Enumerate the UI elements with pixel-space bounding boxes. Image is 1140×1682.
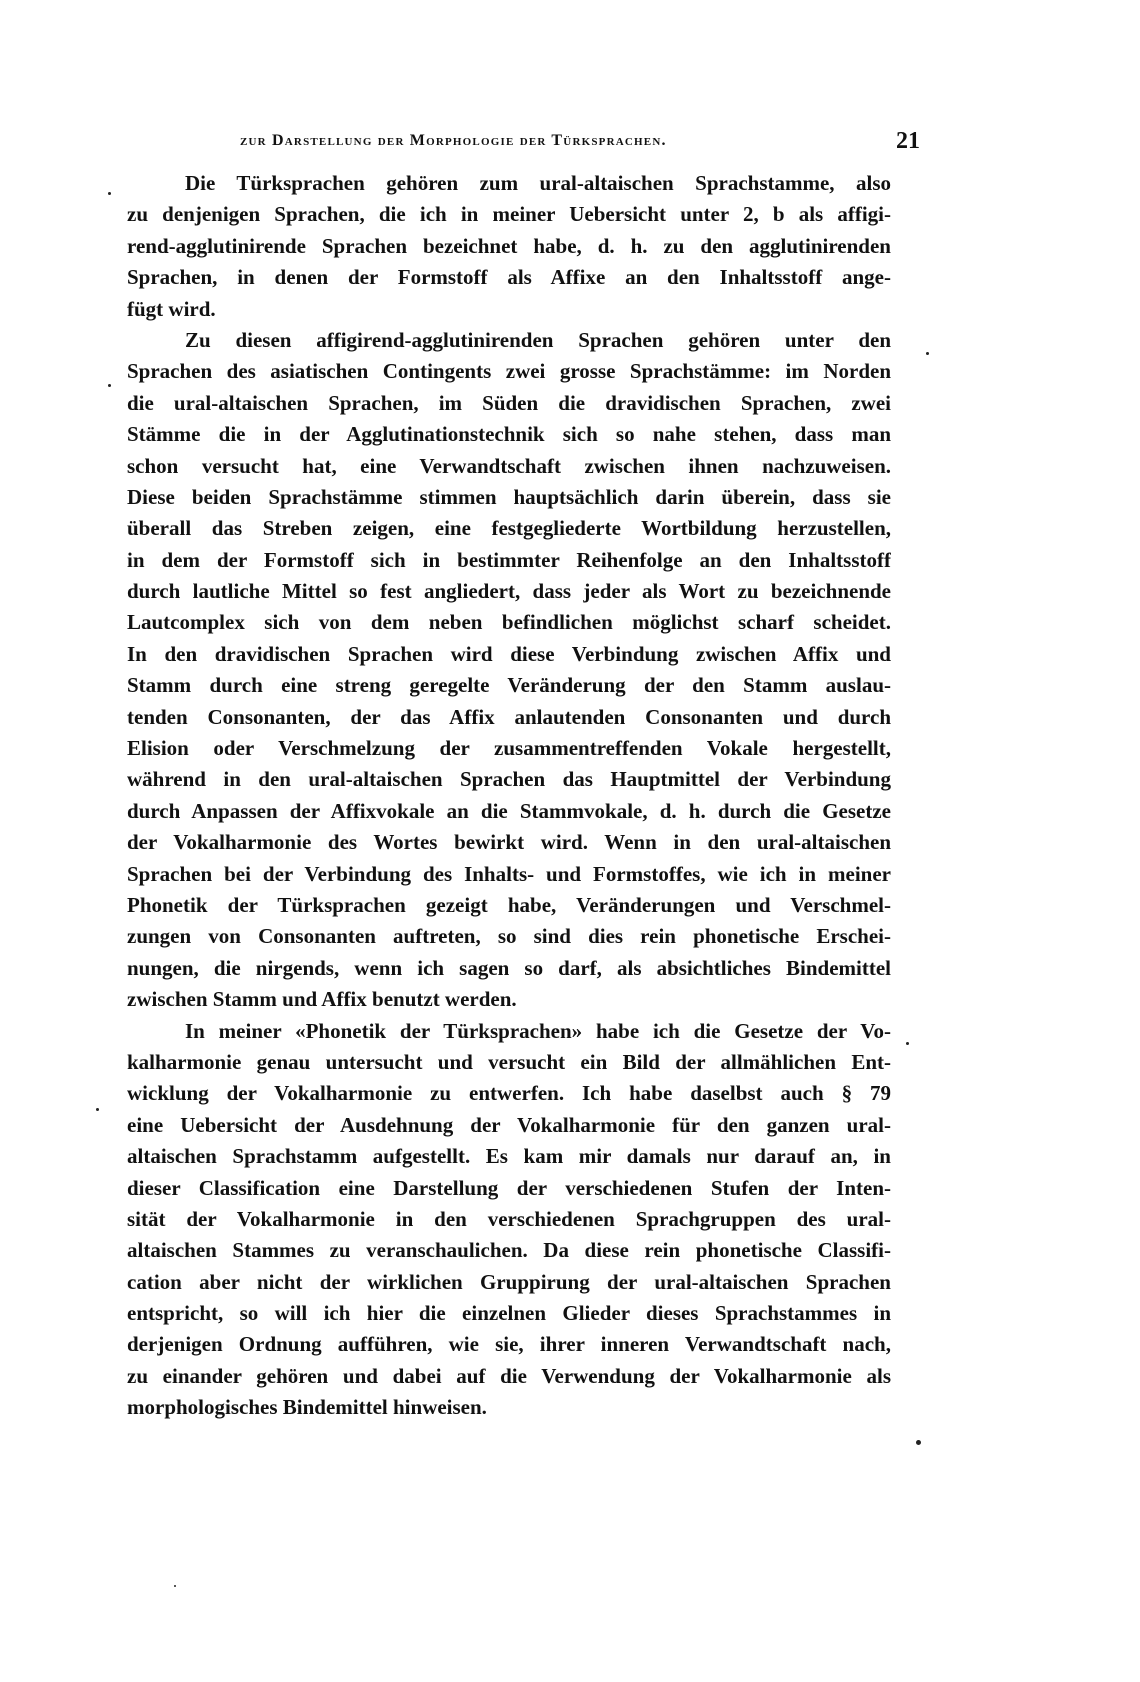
page-number: 21 bbox=[896, 128, 920, 154]
text-line: Elision oder Verschmelzung der zusammentreffenden Vokale hergestellt, bbox=[127, 736, 891, 761]
body-text bbox=[127, 168, 891, 1424]
paragraph-2 bbox=[127, 325, 891, 1016]
text-line: fügt wird. bbox=[127, 296, 216, 321]
paragraph-1 bbox=[127, 168, 891, 325]
text-line: In den dravidischen Sprachen wird diese Verbindung zwischen Affix und bbox=[127, 641, 891, 666]
scan-speck bbox=[906, 1042, 909, 1045]
text-line: rend-agglutinirende Sprachen bezeichnet habe, d. h. zu den agglutinirenden bbox=[127, 233, 891, 258]
text-line: schon versucht hat, eine Verwandtschaft zwischen ihnen nachzuweisen. bbox=[127, 453, 891, 478]
text-line: zu einander gehören und dabei auf die Verwendung der Vokalharmonie als bbox=[127, 1363, 891, 1388]
text-line: Lautcomplex sich von dem neben befindlichen möglichst scharf scheidet. bbox=[127, 610, 891, 635]
text-line: morphologisches Bindemittel hinweisen. bbox=[127, 1395, 487, 1420]
text-line: zu denjenigen Sprachen, die ich in meiner Uebersicht unter 2, b als affigi- bbox=[127, 202, 891, 227]
scan-speck bbox=[108, 384, 111, 387]
text-line: Zu diesen affigirend-agglutinirenden Sprachen gehören unter den bbox=[185, 327, 891, 352]
text-line: eine Uebersicht der Ausdehnung der Vokalharmonie für den ganzen ural- bbox=[127, 1112, 891, 1137]
text-line: überall das Streben zeigen, eine festgegliederte Wortbildung herzustellen, bbox=[127, 516, 891, 541]
text-line: Die Türksprachen gehören zum ural-altaischen Sprachstamme, also bbox=[185, 171, 891, 195]
paragraph-3 bbox=[127, 1016, 891, 1424]
text-line: der Vokalharmonie des Wortes bewirkt wird. Wenn in den ural-altaischen bbox=[127, 830, 891, 855]
text-line: In meiner «Phonetik der Türksprachen» habe ich die Gesetze der Vo- bbox=[185, 1018, 891, 1043]
text-line: nungen, die nirgends, wenn ich sagen so darf, als absichtliches Bindemittel bbox=[127, 955, 891, 980]
text-line: sität der Vokalharmonie in den verschiedenen Sprachgruppen des ural- bbox=[127, 1206, 891, 1231]
text-line: altaischen Sprachstamm aufgestellt. Es kam mir damals nur darauf an, in bbox=[127, 1144, 891, 1169]
text-line: zungen von Consonanten auftreten, so sind dies rein phonetische Erschei- bbox=[127, 924, 891, 949]
scan-speck bbox=[174, 1585, 176, 1587]
text-line: entspricht, so will ich hier die einzelnen Glieder dieses Sprachstammes in bbox=[127, 1301, 891, 1326]
text-line: Phonetik der Türksprachen gezeigt habe, Veränderungen und Verschmel- bbox=[127, 892, 891, 917]
text-line: die ural-altaischen Sprachen, im Süden die dravidischen Sprachen, zwei bbox=[127, 390, 891, 415]
text-line: Sprachen des asiatischen Contingents zwei grosse Sprachstämme: im Norden bbox=[127, 359, 891, 384]
text-line: zwischen Stamm und Affix benutzt werden. bbox=[127, 987, 517, 1012]
text-line: durch lautliche Mittel so fest angliedert, dass jeder als Wort zu bezeichnende bbox=[127, 579, 891, 604]
text-line: altaischen Stammes zu veranschaulichen. Da diese rein phonetische Classifi- bbox=[127, 1238, 891, 1263]
text-line: wicklung der Vokalharmonie zu entwerfen. Ich habe daselbst auch § 79 bbox=[127, 1081, 891, 1106]
text-line: Stamm durch eine streng geregelte Veränderung der den Stamm auslau- bbox=[127, 673, 891, 698]
text-line: Diese beiden Sprachstämme stimmen hauptsächlich darin überein, dass sie bbox=[127, 484, 891, 509]
text-line: cation aber nicht der wirklichen Gruppirung der ural-altaischen Sprachen bbox=[127, 1269, 891, 1294]
text-line: während in den ural-altaischen Sprachen das Hauptmittel der Verbindung bbox=[127, 767, 891, 792]
text-line: derjenigen Ordnung aufführen, wie sie, ihrer inneren Verwandtschaft nach, bbox=[127, 1332, 891, 1357]
text-line: Sprachen, in denen der Formstoff als Affixe an den Inhaltsstoff ange- bbox=[127, 265, 891, 290]
scan-speck bbox=[926, 352, 929, 355]
text-line: durch Anpassen der Affixvokale an die Stammvokale, d. h. durch die Gesetze bbox=[127, 798, 891, 823]
running-head-title: zur Darstellung der Morphologie der Türksprachen. bbox=[240, 132, 667, 149]
scan-speck bbox=[108, 192, 111, 195]
running-head bbox=[240, 128, 920, 158]
text-line: tenden Consonanten, der das Affix anlautenden Consonanten und durch bbox=[127, 704, 891, 729]
text-line: Stämme die in der Agglutinationstechnik sich so nahe stehen, dass man bbox=[127, 422, 891, 447]
text-line: dieser Classification eine Darstellung der verschiedenen Stufen der Inten- bbox=[127, 1175, 891, 1200]
scan-speck bbox=[96, 1108, 99, 1111]
scan-speck bbox=[916, 1440, 921, 1445]
text-line: kalharmonie genau untersucht und versucht ein Bild der allmählichen Ent- bbox=[127, 1049, 891, 1074]
text-line: in dem der Formstoff sich in bestimmter Reihenfolge an den Inhaltsstoff bbox=[127, 547, 891, 572]
text-line: Sprachen bei der Verbindung des Inhalts- und Formstoffes, wie ich in meiner bbox=[127, 861, 891, 886]
